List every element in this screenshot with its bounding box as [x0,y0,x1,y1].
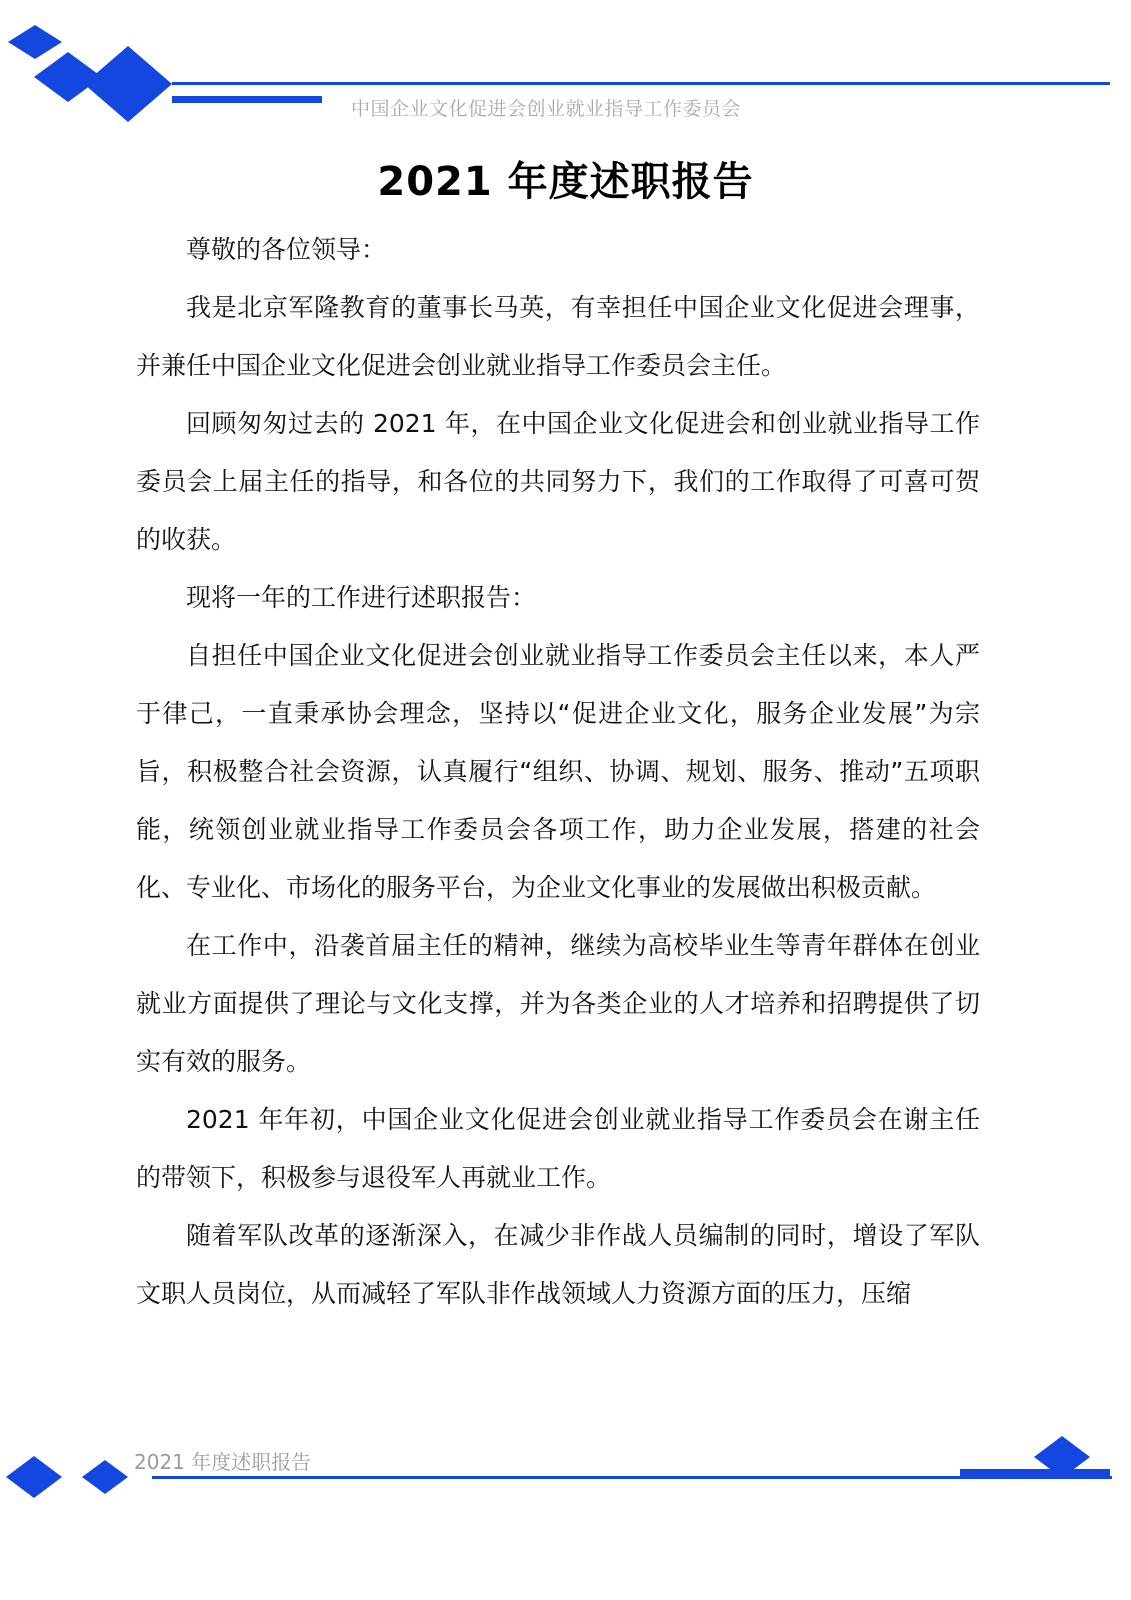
paragraph-report-lead: 现将一年的工作进行述职报告： [186,583,537,612]
header-org-name: 中国企业文化促进会创业就业指导工作委员会 [351,98,742,120]
footer-thick-bar [960,1469,1110,1476]
paragraph-intro: 我是北京军隆教育的董事长马英，有幸担任中国企业文化促进会理事，并兼任中国企业文化促进会创业就业指导工作委员会主任。 [136,293,980,380]
document-body [136,221,980,1323]
header-diamond-large-2 [84,46,172,122]
header-thin-line [172,82,1110,85]
footer-diamond-mid [82,1460,128,1494]
header-diamond-large [34,52,102,102]
page-title: 2021 年度述职报告 [377,159,754,205]
footer-thin-line [152,1476,1112,1479]
salutation: 尊敬的各位领导： [186,235,387,264]
header-diamond-small [8,25,62,59]
paragraph-duties: 自担任中国企业文化促进会创业就业指导工作委员会主任以来，本人严于律己，一直秉承协会理念，坚持以“促进企业文化，服务企业发展”为宗旨，积极整合社会资源，认真履行“组织、协调、规划、服务、推动”五项职能，统领创业就业指导工作委员会各项工作，助力企业发展，搭建的社会化、专业化、市场化的服务平台，为企业文化事业的发展做出积极贡献。 [136,641,980,902]
paragraph-work: 在工作中，沿袭首届主任的精神，继续为高校毕业生等青年群体在创业就业方面提供了理论与文化支撑，并为各类企业的人才培养和招聘提供了切实有效的服务。 [136,931,980,1076]
footer-doc-name: 2021 年度述职报告 [134,1450,312,1474]
header-thick-bar [172,96,322,103]
paragraph-review: 回顾匆匆过去的 2021 年，在中国企业文化促进会和创业就业指导工作委员会上届主任的指导，和各位的共同努力下，我们的工作取得了可喜可贺的收获。 [136,409,980,554]
footer-diamond-left [6,1456,62,1498]
paragraph-2021: 2021 年年初，中国企业文化促进会创业就业指导工作委员会在谢主任的带领下，积极参与退役军人再就业工作。 [136,1105,980,1192]
paragraph-reform: 随着军队改革的逐渐深入，在减少非作战人员编制的同时，增设了军队文职人员岗位，从而减轻了军队非作战领域人力资源方面的压力，压缩 [136,1221,980,1308]
